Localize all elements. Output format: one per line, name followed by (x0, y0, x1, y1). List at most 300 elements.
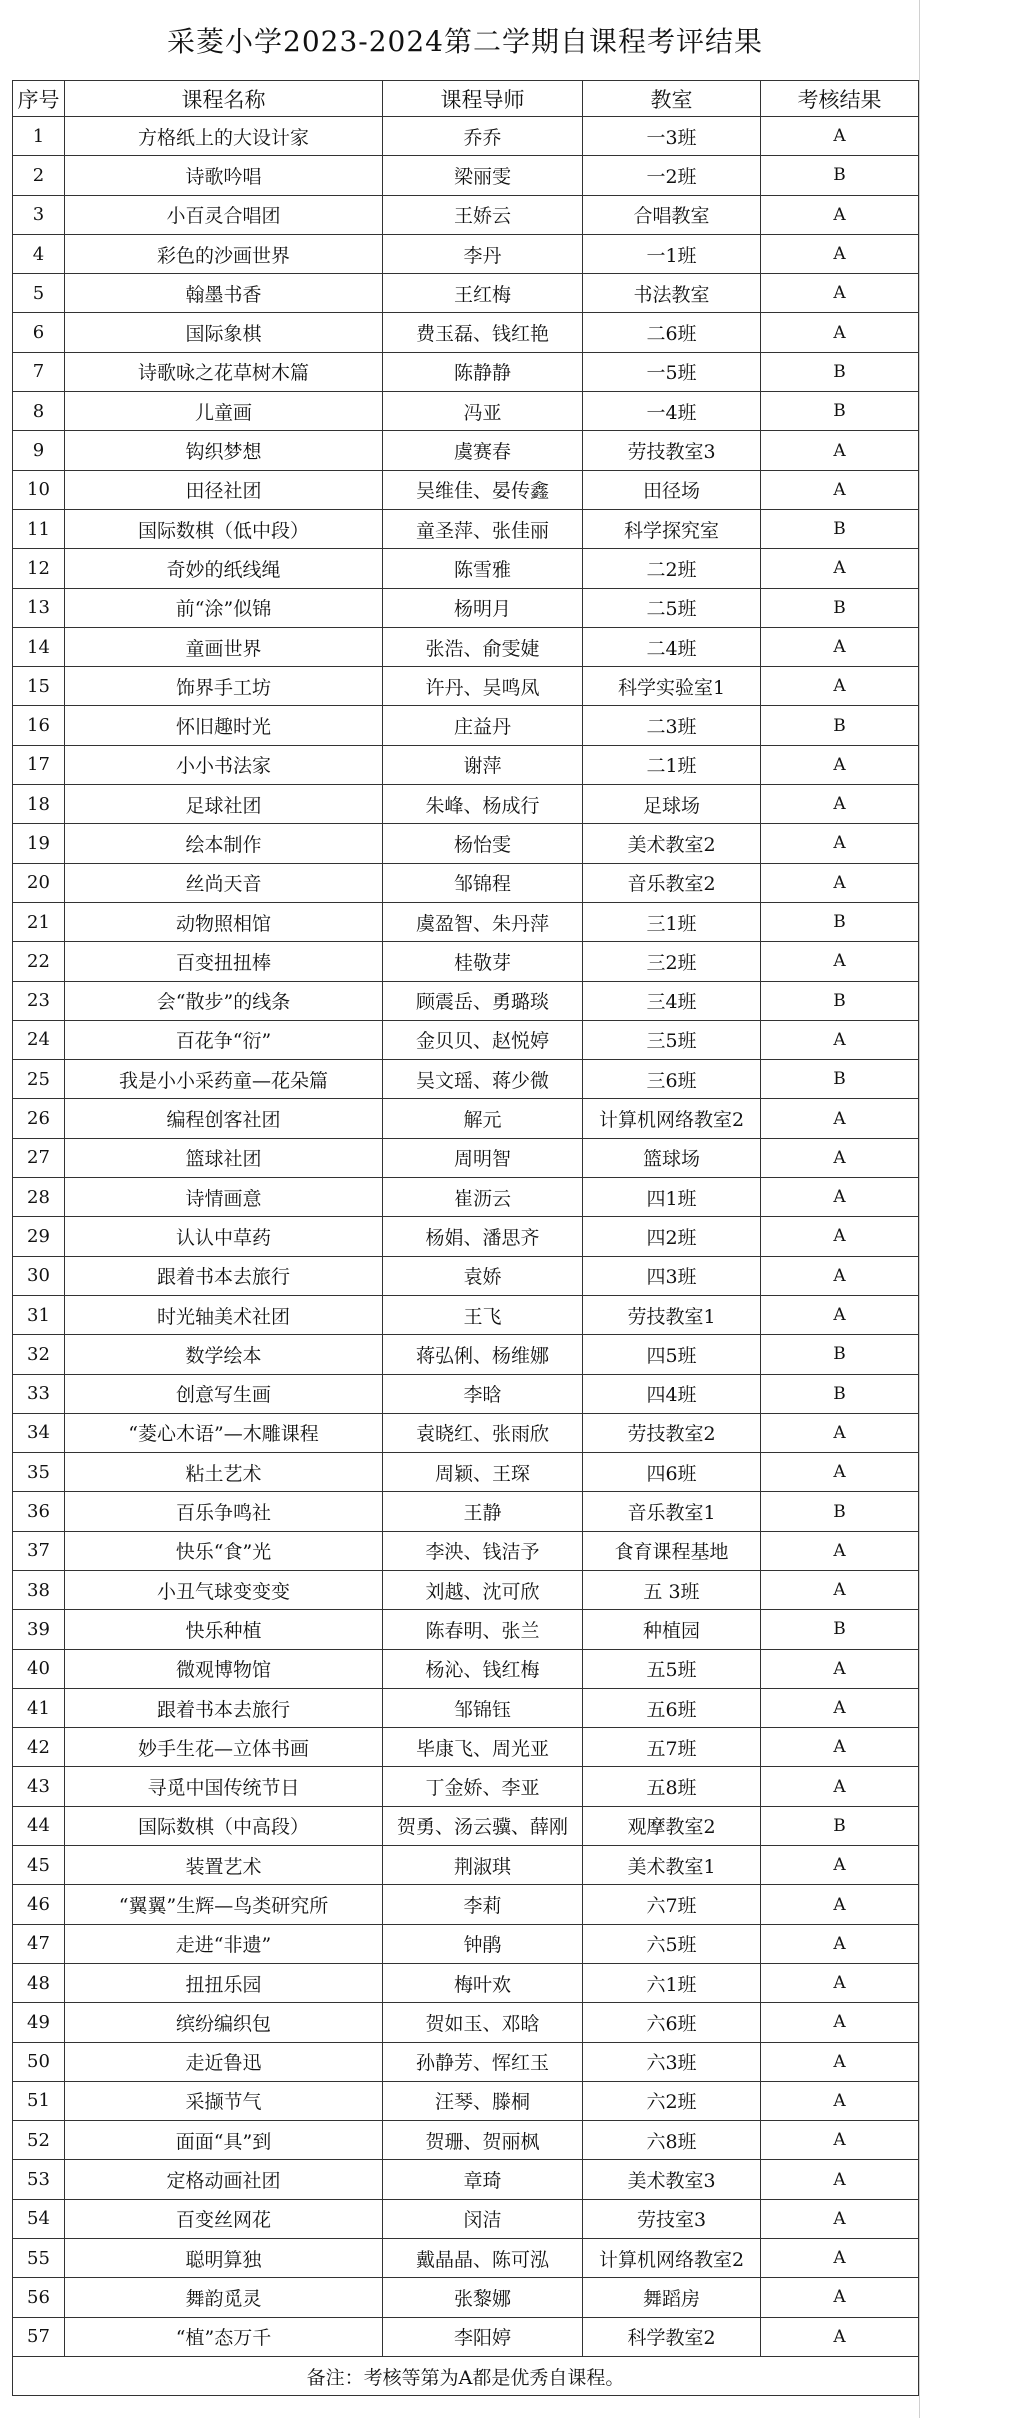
classroom: 二4班 (583, 627, 761, 666)
result-grade: A (761, 1453, 919, 1492)
classroom: 六7班 (583, 1885, 761, 1924)
mentor-name: 童圣萍、张佳丽 (383, 509, 583, 548)
classroom: 音乐教室1 (583, 1492, 761, 1531)
row-index: 17 (13, 745, 65, 784)
row-index: 33 (13, 1374, 65, 1413)
result-grade: A (761, 2278, 919, 2317)
result-grade: A (761, 1649, 919, 1688)
classroom: 三1班 (583, 902, 761, 941)
header-mentor: 课程导师 (383, 81, 583, 117)
course-name: 数学绘本 (65, 1335, 383, 1374)
result-grade: A (761, 1963, 919, 2002)
mentor-name: 庄益丹 (383, 706, 583, 745)
table-row (13, 1374, 919, 1413)
header-row (13, 81, 919, 117)
result-grade: A (761, 2042, 919, 2081)
table-body (13, 117, 919, 2357)
classroom: 三4班 (583, 981, 761, 1020)
row-index: 39 (13, 1610, 65, 1649)
course-name: 百变扭扭棒 (65, 942, 383, 981)
row-index: 1 (13, 117, 65, 156)
classroom: 田径场 (583, 470, 761, 509)
row-index: 9 (13, 431, 65, 470)
result-grade: B (761, 352, 919, 391)
row-index: 44 (13, 1806, 65, 1845)
row-index: 30 (13, 1256, 65, 1295)
result-grade: B (761, 981, 919, 1020)
table-row (13, 1531, 919, 1570)
course-name: 采撷节气 (65, 2081, 383, 2120)
table-row (13, 1099, 919, 1138)
classroom: 观摩教室2 (583, 1806, 761, 1845)
result-grade: A (761, 2239, 919, 2278)
result-grade: A (761, 1099, 919, 1138)
table-row (13, 2239, 919, 2278)
row-index: 7 (13, 352, 65, 391)
row-index: 34 (13, 1413, 65, 1452)
course-name: 怀旧趣时光 (65, 706, 383, 745)
result-grade: A (761, 470, 919, 509)
course-name: 定格动画社团 (65, 2160, 383, 2199)
result-grade: A (761, 549, 919, 588)
table-row (13, 1335, 919, 1374)
row-index: 31 (13, 1295, 65, 1334)
table-row (13, 392, 919, 431)
table-row (13, 1295, 919, 1334)
result-grade: A (761, 1924, 919, 1963)
table-row (13, 824, 919, 863)
classroom: 食育课程基地 (583, 1531, 761, 1570)
table-row (13, 274, 919, 313)
mentor-name: 邹锦钰 (383, 1688, 583, 1727)
classroom: 四5班 (583, 1335, 761, 1374)
row-index: 49 (13, 2003, 65, 2042)
result-grade: A (761, 863, 919, 902)
mentor-name: 汪琴、滕桐 (383, 2081, 583, 2120)
mentor-name: 邹锦程 (383, 863, 583, 902)
row-index: 23 (13, 981, 65, 1020)
mentor-name: 毕康飞、周光亚 (383, 1728, 583, 1767)
course-name: 儿童画 (65, 392, 383, 431)
classroom: 五8班 (583, 1767, 761, 1806)
classroom: 劳技教室2 (583, 1413, 761, 1452)
course-name: 动物照相馆 (65, 902, 383, 941)
classroom: 四4班 (583, 1374, 761, 1413)
course-name: “翼翼”生辉—鸟类研究所 (65, 1885, 383, 1924)
row-index: 26 (13, 1099, 65, 1138)
course-name: 妙手生花—立体书画 (65, 1728, 383, 1767)
row-index: 18 (13, 785, 65, 824)
mentor-name: 杨怡雯 (383, 824, 583, 863)
classroom: 科学实验室1 (583, 667, 761, 706)
results-table (12, 80, 919, 2396)
table-row (13, 1806, 919, 1845)
table-row (13, 549, 919, 588)
row-index: 41 (13, 1688, 65, 1727)
row-index: 46 (13, 1885, 65, 1924)
course-name: 小丑气球变变变 (65, 1570, 383, 1609)
row-index: 53 (13, 2160, 65, 2199)
table-row (13, 981, 919, 1020)
mentor-name: 费玉磊、钱红艳 (383, 313, 583, 352)
row-index: 45 (13, 1846, 65, 1885)
course-name: 诗歌吟唱 (65, 156, 383, 195)
result-grade: B (761, 509, 919, 548)
result-grade: B (761, 1492, 919, 1531)
classroom: 合唱教室 (583, 195, 761, 234)
mentor-name: 戴晶晶、陈可泓 (383, 2239, 583, 2278)
mentor-name: 吴维佳、晏传鑫 (383, 470, 583, 509)
row-index: 12 (13, 549, 65, 588)
table-row (13, 2081, 919, 2120)
row-index: 37 (13, 1531, 65, 1570)
course-name: 创意写生画 (65, 1374, 383, 1413)
row-index: 56 (13, 2278, 65, 2317)
table-row (13, 627, 919, 666)
course-name: 粘土艺术 (65, 1453, 383, 1492)
table-row (13, 1256, 919, 1295)
mentor-name: 陈春明、张兰 (383, 1610, 583, 1649)
mentor-name: 章琦 (383, 2160, 583, 2199)
mentor-name: 陈静静 (383, 352, 583, 391)
row-index: 15 (13, 667, 65, 706)
row-index: 50 (13, 2042, 65, 2081)
table-row (13, 1846, 919, 1885)
classroom: 足球场 (583, 785, 761, 824)
header-classroom: 教室 (583, 81, 761, 117)
classroom: 五6班 (583, 1688, 761, 1727)
result-grade: A (761, 234, 919, 273)
table-row (13, 1610, 919, 1649)
course-name: 认认中草药 (65, 1217, 383, 1256)
table-row (13, 902, 919, 941)
mentor-name: 乔乔 (383, 117, 583, 156)
result-grade: A (761, 2003, 919, 2042)
row-index: 24 (13, 1020, 65, 1059)
result-grade: A (761, 667, 919, 706)
classroom: 六2班 (583, 2081, 761, 2120)
mentor-name: 杨娟、潘思齐 (383, 1217, 583, 1256)
result-grade: A (761, 1020, 919, 1059)
result-grade: A (761, 1846, 919, 1885)
course-name: 时光轴美术社团 (65, 1295, 383, 1334)
table-row (13, 667, 919, 706)
course-name: “菱心木语”—木雕课程 (65, 1413, 383, 1452)
table-row (13, 2317, 919, 2356)
classroom: 劳技教室3 (583, 431, 761, 470)
row-index: 43 (13, 1767, 65, 1806)
row-index: 28 (13, 1178, 65, 1217)
table-row (13, 2199, 919, 2238)
row-index: 47 (13, 1924, 65, 1963)
course-name: 百变丝网花 (65, 2199, 383, 2238)
mentor-name: 荆淑琪 (383, 1846, 583, 1885)
classroom: 六8班 (583, 2121, 761, 2160)
row-index: 16 (13, 706, 65, 745)
row-index: 4 (13, 234, 65, 273)
mentor-name: 梅叶欢 (383, 1963, 583, 2002)
table-row (13, 1178, 919, 1217)
row-index: 11 (13, 509, 65, 548)
table-row (13, 1688, 919, 1727)
table-row (13, 1453, 919, 1492)
row-index: 29 (13, 1217, 65, 1256)
result-grade: A (761, 2081, 919, 2120)
mentor-name: 孙静芳、恽红玉 (383, 2042, 583, 2081)
table-row (13, 785, 919, 824)
result-grade: A (761, 2121, 919, 2160)
table-row (13, 863, 919, 902)
row-index: 36 (13, 1492, 65, 1531)
course-name: 舞韵觅灵 (65, 2278, 383, 2317)
classroom: 四6班 (583, 1453, 761, 1492)
mentor-name: 王娇云 (383, 195, 583, 234)
mentor-name: 刘越、沈可欣 (383, 1570, 583, 1609)
course-name: 国际象棋 (65, 313, 383, 352)
mentor-name: 张黎娜 (383, 2278, 583, 2317)
table-row (13, 352, 919, 391)
row-index: 27 (13, 1138, 65, 1177)
mentor-name: 贺勇、汤云骥、薛刚 (383, 1806, 583, 1845)
table-row (13, 2160, 919, 2199)
row-index: 48 (13, 1963, 65, 2002)
table-row (13, 1924, 919, 1963)
mentor-name: 李莉 (383, 1885, 583, 1924)
course-name: 翰墨书香 (65, 274, 383, 313)
row-index: 5 (13, 274, 65, 313)
classroom: 劳技室3 (583, 2199, 761, 2238)
course-name: 田径社团 (65, 470, 383, 509)
mentor-name: 崔沥云 (383, 1178, 583, 1217)
row-index: 3 (13, 195, 65, 234)
row-index: 14 (13, 627, 65, 666)
table-row (13, 156, 919, 195)
result-grade: A (761, 942, 919, 981)
course-name: 诗情画意 (65, 1178, 383, 1217)
classroom: 三6班 (583, 1060, 761, 1099)
table-row (13, 1963, 919, 2002)
table-row (13, 431, 919, 470)
table-row (13, 1138, 919, 1177)
row-index: 32 (13, 1335, 65, 1374)
table-row (13, 234, 919, 273)
row-index: 38 (13, 1570, 65, 1609)
classroom: 六3班 (583, 2042, 761, 2081)
mentor-name: 解元 (383, 1099, 583, 1138)
classroom: 计算机网络教室2 (583, 1099, 761, 1138)
row-index: 8 (13, 392, 65, 431)
result-grade: B (761, 1060, 919, 1099)
result-grade: A (761, 1688, 919, 1727)
course-name: 小百灵合唱团 (65, 195, 383, 234)
result-grade: B (761, 902, 919, 941)
course-name: 编程创客社团 (65, 1099, 383, 1138)
row-index: 54 (13, 2199, 65, 2238)
course-name: 微观博物馆 (65, 1649, 383, 1688)
mentor-name: 虞赛春 (383, 431, 583, 470)
mentor-name: 朱峰、杨成行 (383, 785, 583, 824)
course-name: 绘本制作 (65, 824, 383, 863)
mentor-name: 蒋弘俐、杨维娜 (383, 1335, 583, 1374)
classroom: 三5班 (583, 1020, 761, 1059)
course-name: 足球社团 (65, 785, 383, 824)
classroom: 舞蹈房 (583, 2278, 761, 2317)
mentor-name: 杨明月 (383, 588, 583, 627)
result-grade: A (761, 1217, 919, 1256)
table-row (13, 117, 919, 156)
table-row (13, 1413, 919, 1452)
header-result: 考核结果 (761, 81, 919, 117)
classroom: 美术教室3 (583, 2160, 761, 2199)
classroom: 二3班 (583, 706, 761, 745)
mentor-name: 顾震岳、勇璐琰 (383, 981, 583, 1020)
course-name: 国际数棋（中高段） (65, 1806, 383, 1845)
course-name: 百花争“衍” (65, 1020, 383, 1059)
row-index: 20 (13, 863, 65, 902)
mentor-name: 贺珊、贺丽枫 (383, 2121, 583, 2160)
result-grade: B (761, 1610, 919, 1649)
result-grade: B (761, 1374, 919, 1413)
classroom: 六6班 (583, 2003, 761, 2042)
mentor-name: 周颖、王琛 (383, 1453, 583, 1492)
classroom: 一3班 (583, 117, 761, 156)
course-name: 小小书法家 (65, 745, 383, 784)
course-name: 钩织梦想 (65, 431, 383, 470)
course-name: 我是小小采药童—花朵篇 (65, 1060, 383, 1099)
course-name: 跟着书本去旅行 (65, 1256, 383, 1295)
mentor-name: 杨沁、钱红梅 (383, 1649, 583, 1688)
table-row (13, 509, 919, 548)
course-name: 跟着书本去旅行 (65, 1688, 383, 1727)
row-index: 35 (13, 1453, 65, 1492)
course-name: 会“散步”的线条 (65, 981, 383, 1020)
table-row (13, 706, 919, 745)
result-grade: B (761, 706, 919, 745)
table-row (13, 1492, 919, 1531)
result-grade: B (761, 392, 919, 431)
course-name: 饰界手工坊 (65, 667, 383, 706)
course-name: “植”态万千 (65, 2317, 383, 2356)
table-row (13, 745, 919, 784)
row-index: 42 (13, 1728, 65, 1767)
mentor-name: 金贝贝、赵悦婷 (383, 1020, 583, 1059)
course-name: 快乐“食”光 (65, 1531, 383, 1570)
table-row (13, 2042, 919, 2081)
classroom: 一2班 (583, 156, 761, 195)
classroom: 二6班 (583, 313, 761, 352)
note-text: 备注：考核等第为A都是优秀自课程。 (13, 2356, 919, 2395)
table-row (13, 1728, 919, 1767)
row-index: 51 (13, 2081, 65, 2120)
result-grade: A (761, 1413, 919, 1452)
classroom: 一5班 (583, 352, 761, 391)
course-name: 百乐争鸣社 (65, 1492, 383, 1531)
course-name: 面面“具”到 (65, 2121, 383, 2160)
header-index: 序号 (13, 81, 65, 117)
classroom: 四1班 (583, 1178, 761, 1217)
table-row (13, 2121, 919, 2160)
course-name: 篮球社团 (65, 1138, 383, 1177)
mentor-name: 王红梅 (383, 274, 583, 313)
mentor-name: 梁丽雯 (383, 156, 583, 195)
course-name: 前“涂”似锦 (65, 588, 383, 627)
result-grade: A (761, 1138, 919, 1177)
row-index: 40 (13, 1649, 65, 1688)
table-row (13, 313, 919, 352)
row-index: 13 (13, 588, 65, 627)
classroom: 音乐教室2 (583, 863, 761, 902)
course-name: 缤纷编织包 (65, 2003, 383, 2042)
row-index: 55 (13, 2239, 65, 2278)
course-name: 走近鲁迅 (65, 2042, 383, 2081)
table-row (13, 2003, 919, 2042)
mentor-name: 陈雪雅 (383, 549, 583, 588)
result-grade: A (761, 1295, 919, 1334)
table-row (13, 1020, 919, 1059)
result-grade: B (761, 1335, 919, 1374)
row-index: 52 (13, 2121, 65, 2160)
result-grade: B (761, 1806, 919, 1845)
result-grade: A (761, 117, 919, 156)
result-grade: A (761, 1570, 919, 1609)
table-row (13, 1767, 919, 1806)
mentor-name: 闵洁 (383, 2199, 583, 2238)
result-grade: A (761, 785, 919, 824)
result-grade: A (761, 1256, 919, 1295)
result-grade: A (761, 627, 919, 666)
course-name: 国际数棋（低中段） (65, 509, 383, 548)
mentor-name: 李晗 (383, 1374, 583, 1413)
row-index: 25 (13, 1060, 65, 1099)
course-name: 彩色的沙画世界 (65, 234, 383, 273)
mentor-name: 张浩、俞雯婕 (383, 627, 583, 666)
classroom: 书法教室 (583, 274, 761, 313)
classroom: 篮球场 (583, 1138, 761, 1177)
result-grade: A (761, 1767, 919, 1806)
mentor-name: 吴文瑶、蒋少微 (383, 1060, 583, 1099)
mentor-name: 李丹 (383, 234, 583, 273)
table-row (13, 1649, 919, 1688)
result-grade: A (761, 2317, 919, 2356)
course-name: 方格纸上的大设计家 (65, 117, 383, 156)
course-name: 装置艺术 (65, 1846, 383, 1885)
classroom: 二5班 (583, 588, 761, 627)
classroom: 四3班 (583, 1256, 761, 1295)
classroom: 一4班 (583, 392, 761, 431)
result-grade: A (761, 1178, 919, 1217)
result-grade: A (761, 1531, 919, 1570)
table-row (13, 2278, 919, 2317)
result-grade: B (761, 588, 919, 627)
result-grade: B (761, 156, 919, 195)
classroom: 二2班 (583, 549, 761, 588)
classroom: 二1班 (583, 745, 761, 784)
classroom: 三2班 (583, 942, 761, 981)
result-grade: A (761, 824, 919, 863)
mentor-name: 袁娇 (383, 1256, 583, 1295)
mentor-name: 王静 (383, 1492, 583, 1531)
mentor-name: 许丹、吴鸣凤 (383, 667, 583, 706)
course-name: 聪明算独 (65, 2239, 383, 2278)
row-index: 19 (13, 824, 65, 863)
result-grade: A (761, 2160, 919, 2199)
mentor-name: 冯亚 (383, 392, 583, 431)
header-course-name: 课程名称 (65, 81, 383, 117)
mentor-name: 虞盈智、朱丹萍 (383, 902, 583, 941)
table-row (13, 588, 919, 627)
classroom: 种植园 (583, 1610, 761, 1649)
course-name: 奇妙的纸线绳 (65, 549, 383, 588)
